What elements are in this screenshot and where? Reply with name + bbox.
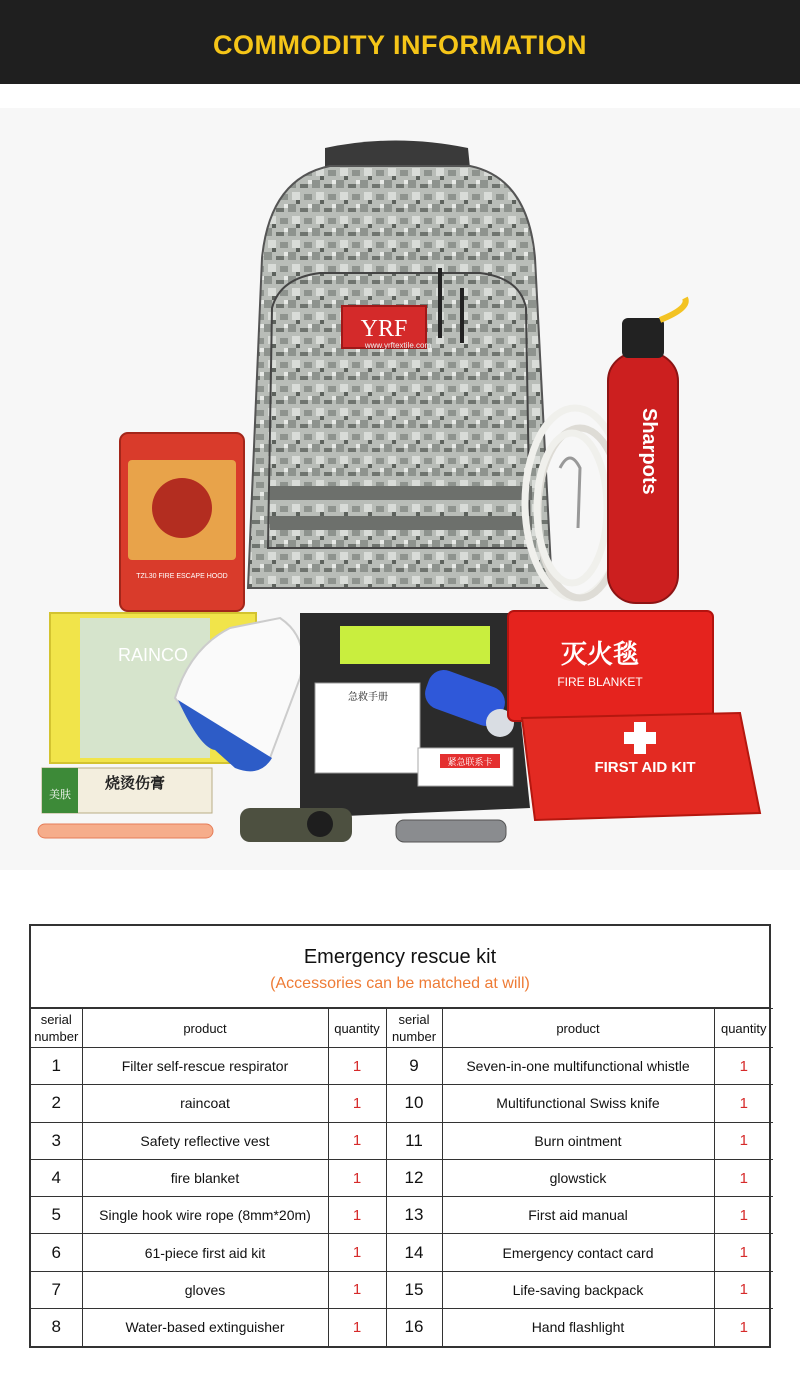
serial-cell: 15: [386, 1271, 442, 1308]
product-cell: glowstick: [442, 1159, 714, 1196]
serial-cell: 12: [386, 1159, 442, 1196]
ointment-label: 烧烫伤膏: [104, 774, 166, 792]
quantity-cell: 1: [328, 1085, 386, 1122]
quantity-cell: 1: [714, 1309, 773, 1346]
hood-box-text: TZL30 FIRE ESCAPE HOOD: [136, 573, 228, 580]
blanket-chinese-label: 灭火毯: [560, 640, 640, 670]
banner-title: COMMODITY INFORMATION: [213, 29, 587, 60]
quantity-cell: 1: [328, 1048, 386, 1085]
table-subtitle: (Accessories can be matched at will): [270, 975, 530, 992]
serial-header: [31, 1009, 82, 1048]
swiss-knife: [396, 820, 506, 842]
quantity-cell: 1: [714, 1085, 773, 1122]
product-header-2: product: [442, 1009, 714, 1048]
header-banner: [0, 0, 800, 84]
product-cell: Seven-in-one multifunctional whistle: [442, 1048, 714, 1085]
column-header-row: [31, 1009, 773, 1048]
multifunction-whistle: [240, 808, 352, 842]
table-row: [31, 1197, 773, 1234]
quantity-cell: 1: [714, 1122, 773, 1159]
quantity-cell: 1: [328, 1309, 386, 1346]
product-header: product: [82, 1009, 328, 1048]
fire-extinguisher: [608, 298, 686, 603]
kit-contents-table: [29, 924, 771, 1348]
serial-cell: 7: [31, 1271, 82, 1308]
product-cell: Burn ointment: [442, 1122, 714, 1159]
product-cell: Hand flashlight: [442, 1309, 714, 1346]
product-cell: First aid manual: [442, 1197, 714, 1234]
ointment-brand: 美肤: [49, 788, 71, 801]
backpack: [248, 141, 552, 589]
items-grid: [31, 1008, 773, 1346]
burn-ointment-box: [42, 768, 212, 813]
serial-cell: 4: [31, 1159, 82, 1196]
product-cell: fire blanket: [82, 1159, 328, 1196]
manual-label: 急救手册: [348, 692, 388, 703]
serial-cell: 5: [31, 1197, 82, 1234]
quantity-cell: 1: [714, 1159, 773, 1196]
table-row: [31, 1085, 773, 1122]
blanket-english-label: FIRE BLANKET: [557, 675, 643, 689]
table-row: [31, 1271, 773, 1308]
quantity-cell: 1: [714, 1048, 773, 1085]
serial-cell: 6: [31, 1234, 82, 1271]
patch-url-text: www.yrftextile.com: [364, 341, 432, 350]
kit-illustration: [0, 108, 800, 870]
quantity-header: quantity: [328, 1009, 386, 1048]
product-cell: raincoat: [82, 1085, 328, 1122]
fire-escape-hood-box: [120, 433, 244, 611]
table-row: [31, 1159, 773, 1196]
table-header: [31, 926, 769, 1008]
card-label: 紧急联系卡: [447, 758, 493, 768]
emergency-contact-card: [418, 748, 513, 786]
serial-cell: 13: [386, 1197, 442, 1234]
product-cell: Single hook wire rope (8mm*20m): [82, 1197, 328, 1234]
serial-cell: 14: [386, 1234, 442, 1271]
product-cell: Safety reflective vest: [82, 1122, 328, 1159]
first-aid-kit-bag: [522, 713, 760, 820]
serial-cell: 10: [386, 1085, 442, 1122]
fire-blanket-pack: [508, 611, 713, 721]
serial-header-2: [386, 1009, 442, 1048]
product-cell: Water-based extinguisher: [82, 1309, 328, 1346]
first-aid-kit-label: FIRST AID KIT: [594, 759, 696, 776]
quantity-cell: 1: [328, 1197, 386, 1234]
serial-header-line2: number: [34, 1029, 79, 1044]
product-cell: Filter self-rescue respirator: [82, 1048, 328, 1085]
extinguisher-label: Sharpots: [638, 408, 660, 495]
product-photo: [0, 108, 800, 870]
glowstick: [38, 824, 213, 838]
quantity-cell: 1: [714, 1271, 773, 1308]
product-cell: Multifunctional Swiss knife: [442, 1085, 714, 1122]
table-row: [31, 1309, 773, 1346]
quantity-cell: 1: [328, 1122, 386, 1159]
quantity-cell: 1: [714, 1197, 773, 1234]
product-cell: 61-piece first aid kit: [82, 1234, 328, 1271]
patch-logo-text: YRF: [360, 316, 408, 342]
product-cell: gloves: [82, 1271, 328, 1308]
serial-cell: 3: [31, 1122, 82, 1159]
product-cell: Emergency contact card: [442, 1234, 714, 1271]
table-row: [31, 1234, 773, 1271]
table-title: Emergency rescue kit: [303, 946, 497, 968]
quantity-cell: 1: [328, 1159, 386, 1196]
serial-cell: 2: [31, 1085, 82, 1122]
serial-cell: 16: [386, 1309, 442, 1346]
quantity-cell: 1: [328, 1234, 386, 1271]
quantity-cell: 1: [328, 1271, 386, 1308]
serial-cell: 11: [386, 1122, 442, 1159]
serial-cell: 1: [31, 1048, 82, 1085]
serial-header-2-line2: number: [391, 1029, 437, 1044]
serial-header-2-line1: serial: [398, 1012, 430, 1027]
product-cell: Life-saving backpack: [442, 1271, 714, 1308]
serial-cell: 8: [31, 1309, 82, 1346]
serial-header-line1: serial: [40, 1012, 72, 1027]
first-aid-manual: [315, 683, 420, 773]
table-row: [31, 1122, 773, 1159]
quantity-cell: 1: [714, 1234, 773, 1271]
quantity-header-2: quantity: [714, 1009, 773, 1048]
table-row: [31, 1048, 773, 1085]
raincoat-label: RAINCO: [118, 645, 189, 665]
serial-cell: 9: [386, 1048, 442, 1085]
